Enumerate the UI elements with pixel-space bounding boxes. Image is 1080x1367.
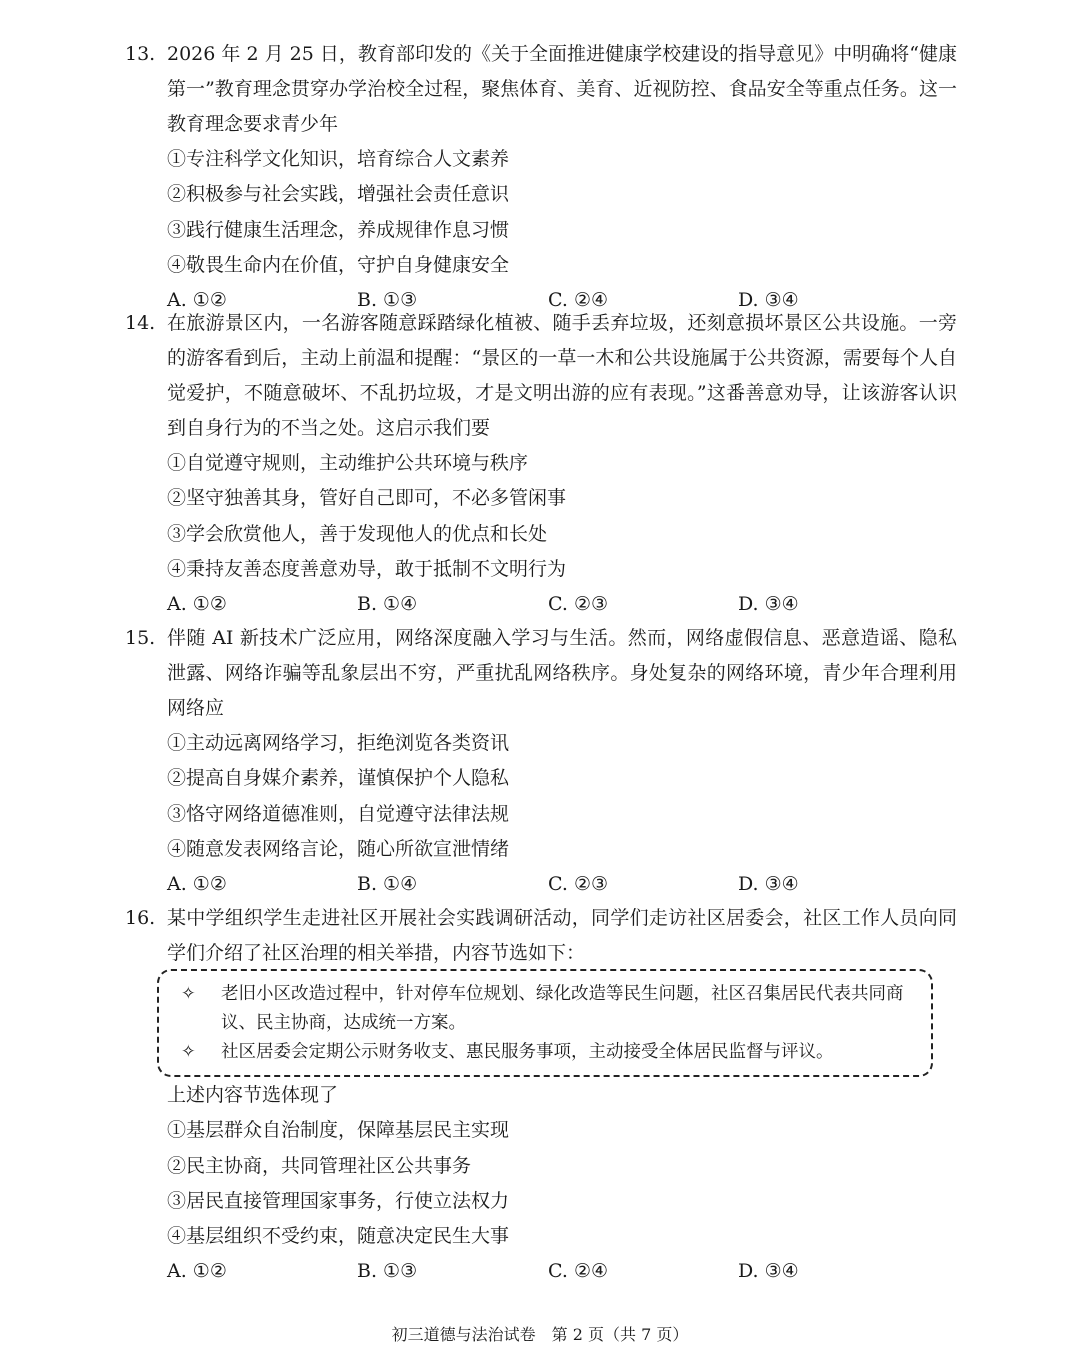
statement-option: ①基层群众自治制度，保障基层民主实现 xyxy=(167,1119,510,1142)
statement-option: ③居民直接管理国家事务，行使立法权力 xyxy=(167,1189,510,1212)
statement-option: ④敬畏生命内在价值，守护自身健康安全 xyxy=(167,253,510,276)
statement-option: ①专注科学文化知识，培育综合人文素养 xyxy=(167,148,510,170)
statement-option: ②坚守独善其身，管好自己即可，不必多管闲事 xyxy=(167,487,567,510)
question-number: 16. xyxy=(125,907,156,929)
question-14 xyxy=(0,306,1080,622)
statement-option: ②积极参与社会实践，增强社会责任意识 xyxy=(167,183,510,206)
choice-b: B. ①④ xyxy=(357,593,418,616)
choice-c: C. ②④ xyxy=(548,1260,609,1283)
question-stem xyxy=(125,901,957,971)
question-text: 在旅游景区内，一名游客随意踩踏绿化植被、随手丢弃垃圾，还刻意损坏景区公共设施。一旁的游客看到后，主动上前温和提醒：“景区的一草一木和公共设施属于公共资源，需要每个人自觉爱护，不随意破坏、不乱扔垃圾，才是文明出游的应有表现。”这番善意劝导，让该游客认识到自身行为的不当之处。这启示我们要 xyxy=(167,312,957,439)
statement-option: ②民主协商，共同管理社区公共事务 xyxy=(167,1154,472,1177)
answer-choices xyxy=(167,587,1080,622)
choice-a: A. ①② xyxy=(167,873,227,896)
excerpt-text: 老旧小区改造过程中，针对停车位规划、绿化改造等民生问题，社区召集居民代表共同商议、民主协商，达成统一方案。 xyxy=(221,984,904,1033)
choice-c: C. ②④ xyxy=(548,289,609,312)
choice-d: D. ③④ xyxy=(738,873,799,896)
question-number: 15. xyxy=(125,627,156,649)
question-16 xyxy=(0,901,1080,971)
choice-d: D. ③④ xyxy=(738,1260,799,1283)
page-footer: 初三道德与法治试卷 第 2 页（共 7 页） xyxy=(391,1325,689,1344)
excerpt-text: 社区居委会定期公示财务收支、惠民服务事项，主动接受全体居民监督与评议。 xyxy=(221,1042,834,1062)
question-stem xyxy=(125,306,957,446)
statement-option: ④秉持友善态度善意劝导，敢于抵制不文明行为 xyxy=(167,557,567,580)
excerpt-box xyxy=(157,969,933,1077)
choice-c: C. ②③ xyxy=(548,593,609,616)
statement-option: ①主动远离网络学习，拒绝浏览各类资讯 xyxy=(167,732,510,754)
question-15 xyxy=(0,621,1080,902)
statement-option: ③恪守网络道德准则，自觉遵守法律法规 xyxy=(167,802,510,825)
question-stem xyxy=(125,37,957,142)
question-text: 2026 年 2 月 25 日，教育部印发的《关于全面推进健康学校建设的指导意见》中明确将“健康第一”教育理念贯穿办学治校全过程，聚焦体育、美育、近视防控、食品安全等重点任务。这一教育理念要求青少年 xyxy=(167,43,957,135)
question-number: 14. xyxy=(125,312,156,334)
diamond-star-icon: ✧ xyxy=(181,984,196,1004)
statement-option: ①自觉遵守规则，主动维护公共环境与秩序 xyxy=(167,452,529,474)
answer-choices xyxy=(167,867,1080,902)
choice-c: C. ②③ xyxy=(548,873,609,896)
diamond-star-icon: ✧ xyxy=(181,1042,196,1062)
answer-choices xyxy=(167,1254,1080,1289)
statement-option: ③学会欣赏他人，善于发现他人的优点和长处 xyxy=(167,522,548,545)
statement-option: ②提高自身媒介素养，谨慎保护个人隐私 xyxy=(167,767,510,790)
choice-a: A. ①② xyxy=(167,289,227,312)
question-lead: 上述内容节选体现了 xyxy=(167,1084,339,1106)
choice-b: B. ①③ xyxy=(357,289,418,312)
choice-d: D. ③④ xyxy=(738,593,799,616)
choice-a: A. ①② xyxy=(167,1260,227,1283)
choice-a: A. ①② xyxy=(167,593,227,616)
question-16-body xyxy=(0,1078,1080,1289)
question-13 xyxy=(0,37,1080,318)
choice-d: D. ③④ xyxy=(738,289,799,312)
choice-b: B. ①③ xyxy=(357,1260,418,1283)
question-text: 伴随 AI 新技术广泛应用，网络深度融入学习与生活。然而，网络虚假信息、恶意造谣、隐私泄露、网络诈骗等乱象层出不穷，严重扰乱网络秩序。身处复杂的网络环境，青少年合理利用网络应 xyxy=(167,627,957,719)
question-text: 某中学组织学生走进社区开展社会实践调研活动，同学们走访社区居委会，社区工作人员向同学们介绍了社区治理的相关举措，内容节选如下： xyxy=(167,907,957,964)
question-number: 13. xyxy=(125,43,156,65)
statement-option: ④随意发表网络言论，随心所欲宣泄情绪 xyxy=(167,837,510,860)
statement-option: ③践行健康生活理念，养成规律作息习惯 xyxy=(167,218,510,241)
statement-option: ④基层组织不受约束，随意决定民生大事 xyxy=(167,1225,510,1248)
choice-b: B. ①④ xyxy=(357,873,418,896)
question-stem xyxy=(125,621,957,726)
